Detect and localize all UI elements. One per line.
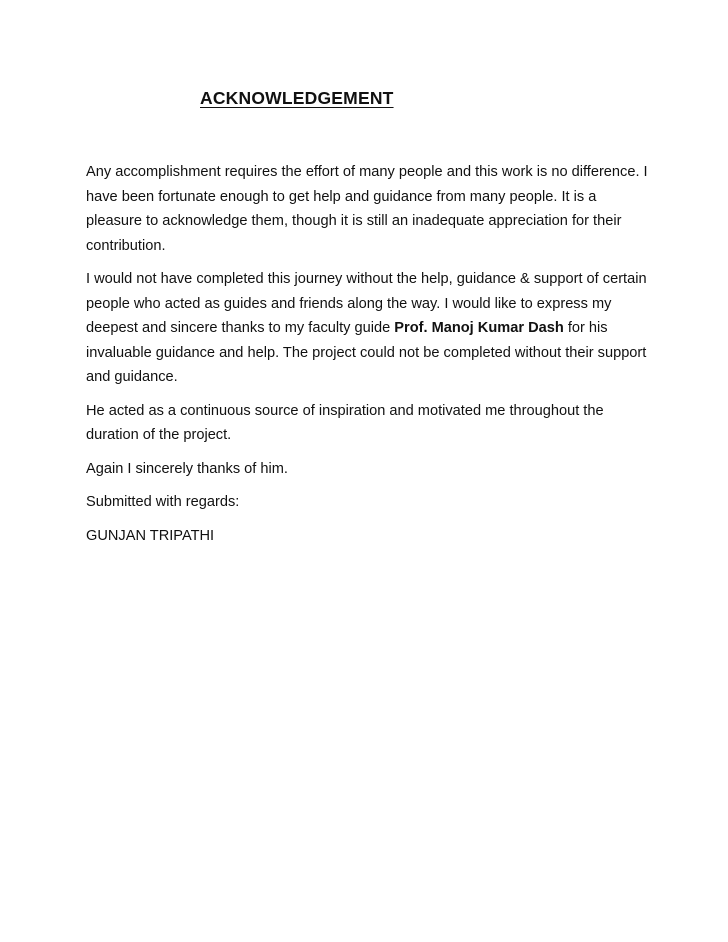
page-title: ACKNOWLEDGEMENT (200, 88, 394, 108)
paragraph-2-text-before: I would not have completed this journey without the help, guidance & support of certain people who acted as guides and friends along the way. I would like to express my deepest and sincere thanks to my faculty guide (86, 271, 647, 336)
paragraph-3: He acted as a continuous source of inspiration and motivated me throughout the duration of the project. (86, 402, 604, 443)
closing-line: Submitted with regards: (86, 494, 240, 510)
paragraph-4: Again I sincerely thanks of him. (86, 460, 288, 477)
signature-name: GUNJAN TRIPATHI (86, 527, 215, 544)
document-body (86, 160, 648, 557)
paragraph-1: Any accomplishment requires the effort of many people and this work is no difference. I have been fortunate enough to get help and guidance from many people. It is a pleasure to acknowledge them, though it is still an inadequate appreciation for their contribution. (86, 164, 648, 254)
paragraph-2 (86, 267, 648, 390)
paragraph-2-text-after: for his invaluable guidance and help. The project could not be completed without their support and guidance. (86, 320, 647, 385)
faculty-guide-name: Prof. Manoj Kumar Dash (394, 320, 564, 336)
